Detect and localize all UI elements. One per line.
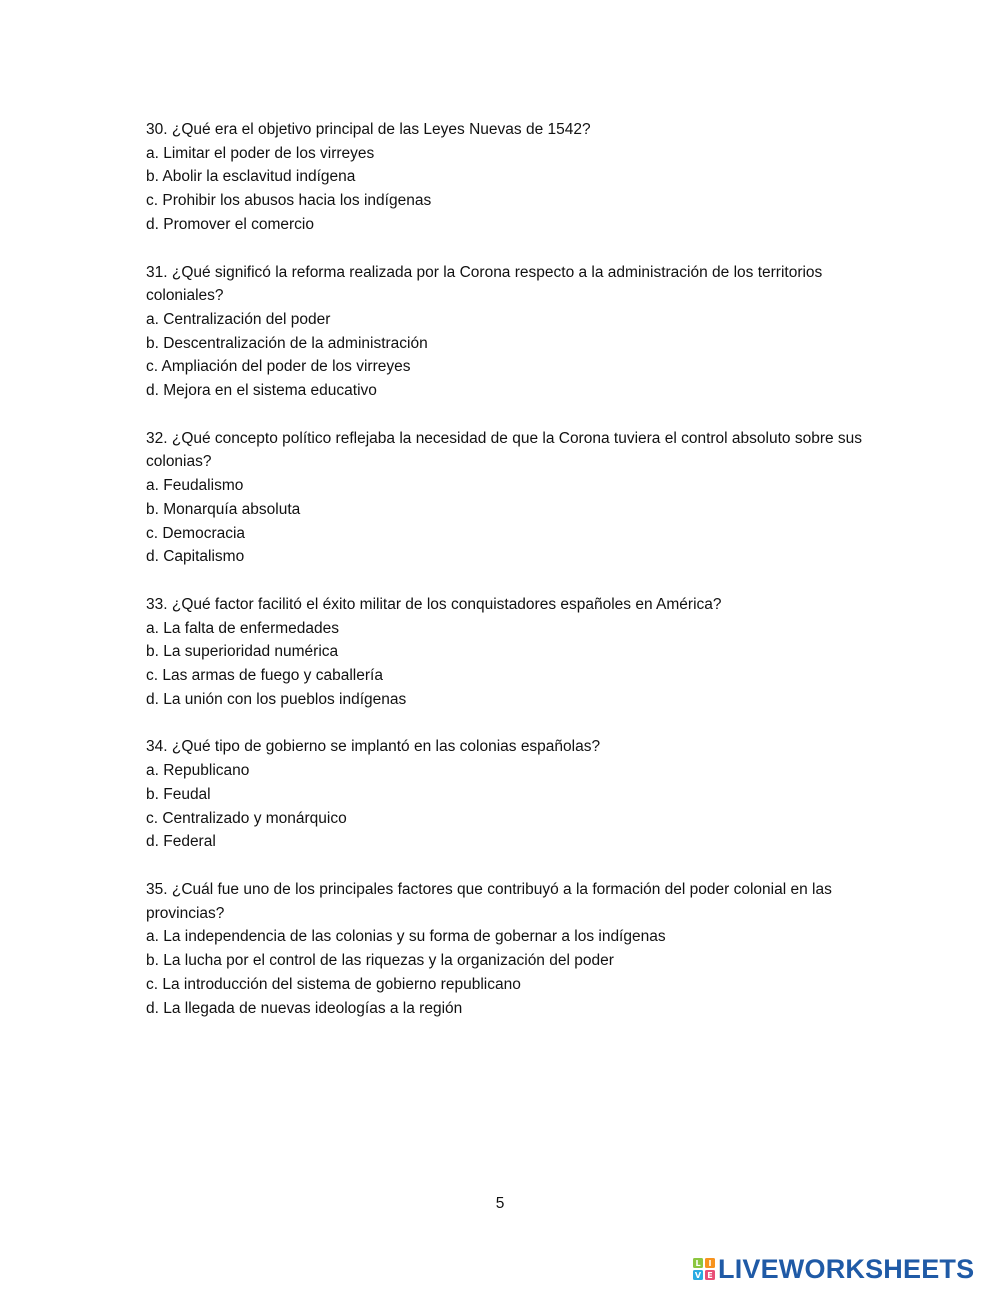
- option-a: a. Republicano: [146, 762, 250, 780]
- option-c: c. Centralizado y monárquico: [146, 809, 347, 827]
- logo-letter-l: L: [695, 1259, 701, 1269]
- option-a: a. Limitar el poder de los virreyes: [146, 144, 375, 162]
- option-c: c. Democracia: [146, 524, 246, 542]
- question-35: [146, 878, 916, 1020]
- option-b: b. La superioridad numérica: [146, 643, 339, 661]
- question-prompt-line-2: coloniales?: [146, 287, 224, 305]
- worksheet-content: [146, 118, 916, 1044]
- option-c: c. Ampliación del poder de los virreyes: [146, 358, 411, 376]
- option-b: b. Monarquía absoluta: [146, 500, 301, 518]
- question-31: [146, 261, 916, 403]
- option-c: c. Las armas de fuego y caballería: [146, 667, 383, 685]
- option-d: d. Mejora en el sistema educativo: [146, 382, 377, 400]
- option-b: b. Descentralización de la administración: [146, 334, 428, 352]
- option-b: b. La lucha por el control de las riquezas y la organización del poder: [146, 952, 614, 970]
- question-prompt: 34. ¿Qué tipo de gobierno se implantó en las colonias españolas?: [146, 738, 601, 756]
- option-a: a. La falta de enfermedades: [146, 619, 340, 637]
- option-d: d. La unión con los pueblos indígenas: [146, 690, 407, 708]
- logo-letter-v: V: [694, 1271, 702, 1280]
- option-d: d. Federal: [146, 833, 216, 851]
- question-prompt-line-1: 35. ¿Cuál fue uno de los principales factores que contribuyó a la formación del poder colonial en las: [146, 880, 832, 898]
- logo-letter-e: E: [707, 1271, 713, 1280]
- option-b: b. Feudal: [146, 785, 211, 803]
- option-d: d. Promover el comercio: [146, 215, 314, 233]
- question-prompt: 33. ¿Qué factor facilitó el éxito militar de los conquistadores españoles en América?: [146, 595, 722, 613]
- option-d: d. La llegada de nuevas ideologías a la región: [146, 999, 463, 1017]
- liveworksheets-brand[interactable]: [693, 1254, 974, 1284]
- liveworksheets-logo-icon: [693, 1258, 715, 1280]
- question-prompt: 30. ¿Qué era el objetivo principal de las Leyes Nuevas de 1542?: [146, 121, 591, 138]
- question-30: [146, 118, 916, 237]
- logo-letter-i: I: [708, 1259, 712, 1269]
- question-prompt-line-1: 32. ¿Qué concepto político reflejaba la necesidad de que la Corona tuviera el control absoluto sobre sus: [146, 429, 863, 447]
- option-a: a. Feudalismo: [146, 477, 244, 495]
- option-b: b. Abolir la esclavitud indígena: [146, 168, 356, 186]
- option-a: a. La independencia de las colonias y su forma de gobernar a los indígenas: [146, 928, 666, 946]
- question-34: [146, 735, 916, 854]
- page-number: 5: [495, 1195, 505, 1212]
- option-c: c. Prohibir los abusos hacia los indígenas: [146, 192, 432, 210]
- question-32: [146, 427, 916, 569]
- option-a: a. Centralización del poder: [146, 310, 331, 328]
- question-prompt-line-1: 31. ¿Qué significó la reforma realizada por la Corona respecto a la administración de los territorios: [146, 263, 823, 281]
- option-d: d. Capitalismo: [146, 548, 245, 566]
- question-33: [146, 593, 916, 712]
- option-c: c. La introducción del sistema de gobierno republicano: [146, 975, 521, 993]
- question-prompt-line-2: colonias?: [146, 453, 212, 471]
- brand-name: LIVEWORKSHEETS: [718, 1254, 975, 1284]
- question-prompt-line-2: provincias?: [146, 904, 225, 922]
